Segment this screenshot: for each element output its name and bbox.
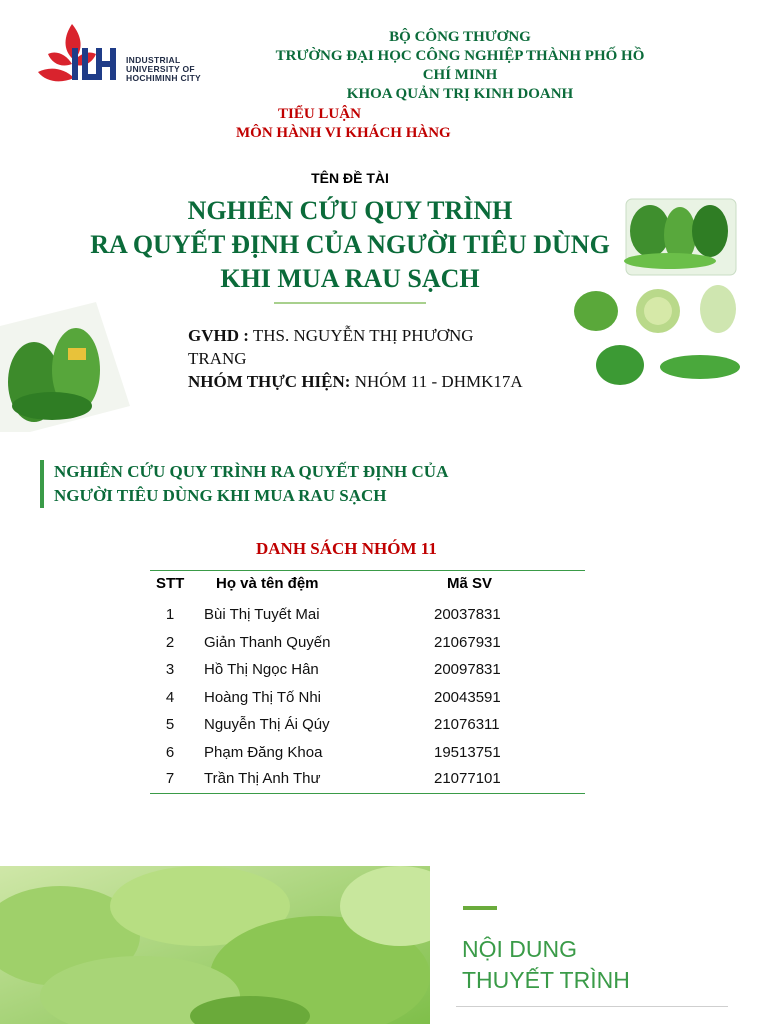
project-info (188, 324, 528, 393)
group-label: NHÓM THỰC HIỆN: (188, 372, 351, 391)
advisor-line (188, 324, 528, 370)
page-title (40, 194, 660, 296)
advisor-label: GVHD : (188, 326, 249, 345)
row-id: 20043591 (434, 689, 501, 706)
logo-text-line: INDUSTRIAL (126, 55, 181, 65)
table-header-stt: STT (156, 575, 185, 592)
table-header-id: Mã SV (447, 575, 493, 592)
row-stt: 4 (165, 689, 175, 706)
row-stt: 6 (165, 744, 175, 761)
vegetables-image (570, 195, 750, 395)
title-line: RA QUYẾT ĐỊNH CỦA NGƯỜI TIÊU DÙNG (90, 230, 610, 259)
title-divider (274, 302, 426, 304)
row-name: Giản Thanh Quyến (204, 634, 331, 651)
table-row (150, 740, 585, 767)
title-line: KHI MUA RAU SẠCH (220, 264, 480, 293)
logo-text (126, 56, 201, 83)
table-header-name: Họ và tên đệm (216, 575, 319, 592)
table-top-rule (150, 570, 585, 571)
row-name: Nguyễn Thị Ái Qúy (204, 716, 330, 733)
vegetable-package-icon (0, 296, 130, 432)
row-id: 21067931 (434, 634, 501, 651)
row-id: 20097831 (434, 661, 501, 678)
packaged-vegetables-image (0, 296, 130, 432)
row-name: Bùi Thị Tuyết Mai (204, 606, 320, 623)
member-list-title: DANH SÁCH NHÓM 11 (256, 539, 437, 558)
row-name: Phạm Đăng Khoa (204, 744, 323, 761)
table-row (150, 657, 585, 684)
university-name-cont: CHÍ MINH (422, 67, 498, 83)
section-title (40, 460, 534, 508)
row-stt: 7 (165, 770, 175, 787)
title-line: NGHIÊN CỨU QUY TRÌNH (187, 196, 513, 225)
row-name: Hồ Thị Ngọc Hân (204, 661, 319, 678)
row-stt: 5 (165, 716, 175, 733)
contents-heading-line: NỘI DUNG (462, 936, 577, 962)
university-name: TRƯỜNG ĐẠI HỌC CÔNG NGHIỆP THÀNH PHỐ HỒ (275, 48, 645, 64)
row-stt: 2 (165, 634, 175, 651)
section-title-line: NGƯỜI TIÊU DÙNG KHI MUA RAU SẠCH (54, 486, 387, 505)
row-id: 21077101 (434, 770, 501, 787)
table-row (150, 685, 585, 712)
essay-label: TIỂU LUẬN (278, 106, 361, 122)
advisor-name: THS. NGUYỄN THỊ PHƯƠNG TRANG (188, 326, 474, 368)
row-name: Hoàng Thị Tố Nhi (204, 689, 322, 706)
row-name: Trần Thị Anh Thư (204, 770, 321, 787)
logo-text-line: HOCHIMINH CITY (126, 73, 202, 83)
lettuce-image (0, 866, 430, 1024)
row-stt: 3 (165, 661, 175, 678)
table-row (150, 602, 585, 629)
vegetables-icon (570, 195, 750, 395)
row-id: 20037831 (434, 606, 501, 623)
row-id: 19513751 (434, 744, 501, 761)
group-value: NHÓM 11 - DHMK17A (354, 372, 523, 391)
ministry-name: BỘ CÔNG THƯƠNG (389, 29, 531, 45)
contents-accent-bar (463, 906, 497, 910)
group-line (188, 370, 528, 393)
topic-label: TÊN ĐỀ TÀI (311, 170, 389, 186)
table-row (150, 712, 585, 739)
lettuce-photo-icon (0, 866, 430, 1024)
faculty-name: KHOA QUẢN TRỊ KINH DOANH (346, 86, 574, 102)
section-title-line: NGHIÊN CỨU QUY TRÌNH RA QUYẾT ĐỊNH CỦA (54, 462, 449, 481)
row-id: 21076311 (434, 716, 500, 733)
institution-header (250, 28, 670, 104)
subject-name: MÔN HÀNH VI KHÁCH HÀNG (236, 125, 451, 141)
table-row (150, 630, 585, 657)
table-bottom-rule (150, 793, 585, 794)
contents-divider (456, 1006, 728, 1007)
contents-heading (462, 934, 630, 996)
logo-text-line: UNIVERSITY OF (126, 64, 195, 74)
table-row (150, 766, 585, 793)
contents-heading-line: THUYẾT TRÌNH (462, 967, 630, 993)
row-stt: 1 (165, 606, 175, 623)
